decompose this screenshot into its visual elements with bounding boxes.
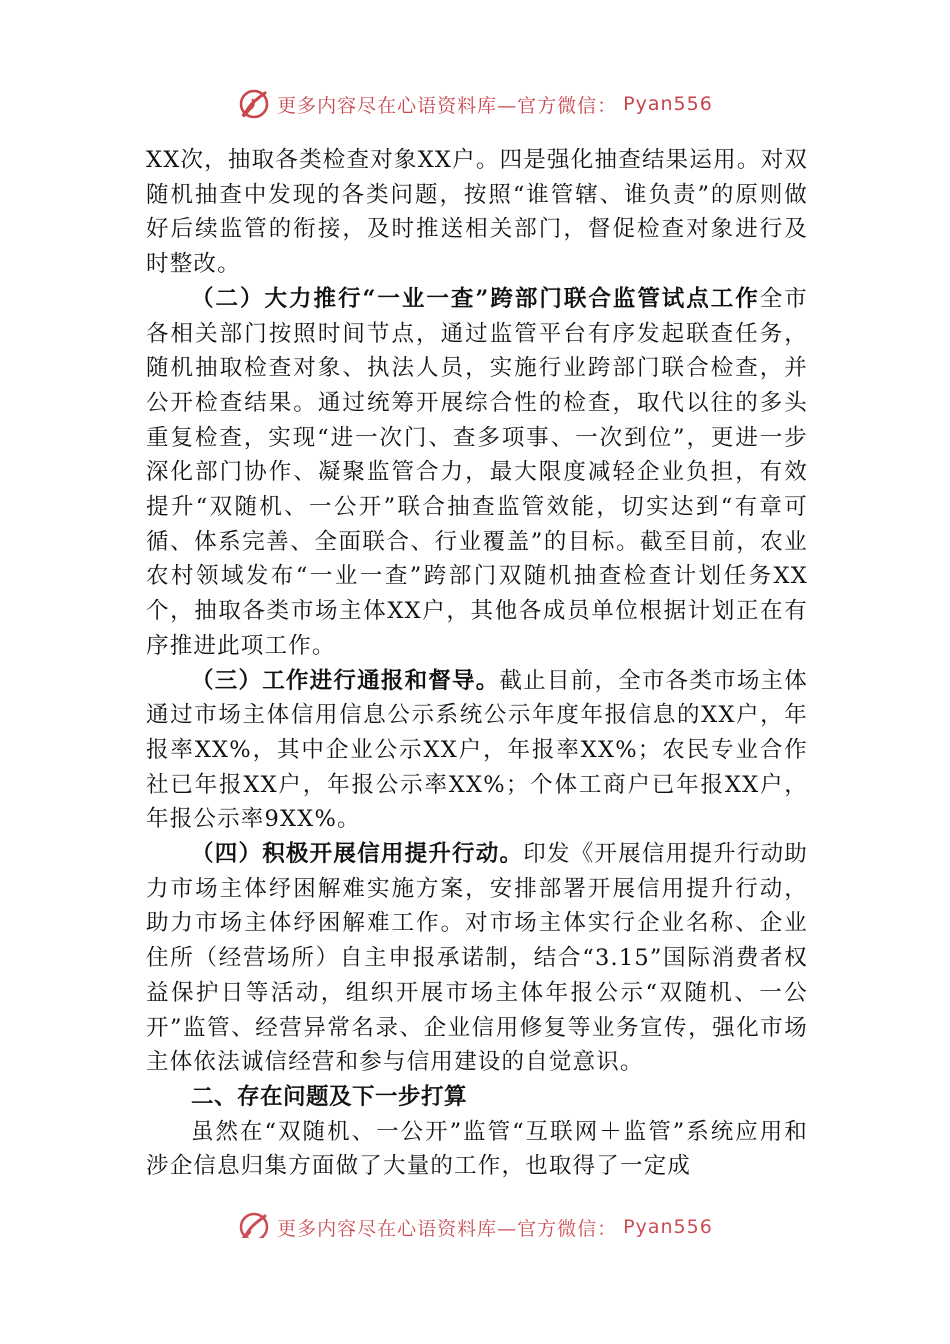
section-lead-2: （二）大力推行“一业一查”跨部门联合监管试点工作 [191,285,760,312]
watermark-bottom [0,1204,950,1238]
paragraph-1: XX次，抽取各类检查对象XX户。四是强化抽查结果运用。对双随机抽查中发现的各类问题，按照“谁管辖、谁负责”的原则做好后续监管的衔接，及时推送相关部门，督促检查对象进行及时整改。 [146,147,808,278]
paragraph-4: （四）积极开展信用提升行动。印发《开展信用提升行动助力市场主体纾困解难实施方案，安排部署开展信用提升行动，助力市场主体纾困解难工作。对市场主体实行企业名称、企业住所（经营场所）自主申报承诺制，结合“3.15”国际消费者权益保护日等活动，组织开展市场主体年报公示“双随机、一公开”监管、经营异常名录、企业信用修复等业务宣传，强化市场主体依法诚信经营和参与信用建设的自觉意识。 [146,841,808,1076]
brush-logo-icon [237,87,271,121]
section-lead-3: （三）工作进行通报和督导。 [191,667,500,694]
watermark-text: 更多内容尽在心语资料库—官方微信： [277,94,618,117]
paragraph-3: （三）工作进行通报和督导。截止目前，全市各类市场主体通过市场主体信用信息公示系统公示年度年报信息的XX户，年报率XX%，其中企业公示XX户，年报率XX%；农民专业合作社已年报XX户，年报公示率XX%；个体工商户已年报XX户，年报公示率9XX%。 [146,667,808,833]
watermark-wechat-id: Pyan556 [623,1216,713,1238]
watermark-wechat-id: Pyan556 [623,93,713,115]
document-body [146,143,808,1184]
paragraph-2: （二）大力推行“一业一查”跨部门联合监管试点工作全市各相关部门按照时间节点，通过监管平台有序发起联查任务，随机抽取检查对象、执法人员，实施行业跨部门联合检查，并公开检查结果。通过统筹开展综合性的检查，取代以往的多头重复检查，实现“进一次门、查多项事、一次到位”，更进一步深化部门协作、凝聚监管合力，最大限度减轻企业负担，有效提升“双随机、一公开”联合抽查监管效能，切实达到“有章可循、体系完善、全面联合、行业覆盖”的目标。截至目前，农业农村领域发布“一业一查”跨部门双随机抽查检查计划任务XX个，抽取各类市场主体XX户，其他各成员单位根据计划正在有序推进此项工作。 [146,285,808,659]
section-heading: 二、存在问题及下一步打算 [191,1083,468,1110]
brush-logo-icon [237,1210,271,1238]
section-lead-4: （四）积极开展信用提升行动。 [191,841,524,868]
watermark-text: 更多内容尽在心语资料库—官方微信： [277,1217,618,1238]
paragraph-5: 虽然在“双随机、一公开”监管“互联网＋监管”系统应用和涉企信息归集方面做了大量的工作，也取得了一定成 [146,1118,808,1180]
watermark-top [0,84,950,124]
